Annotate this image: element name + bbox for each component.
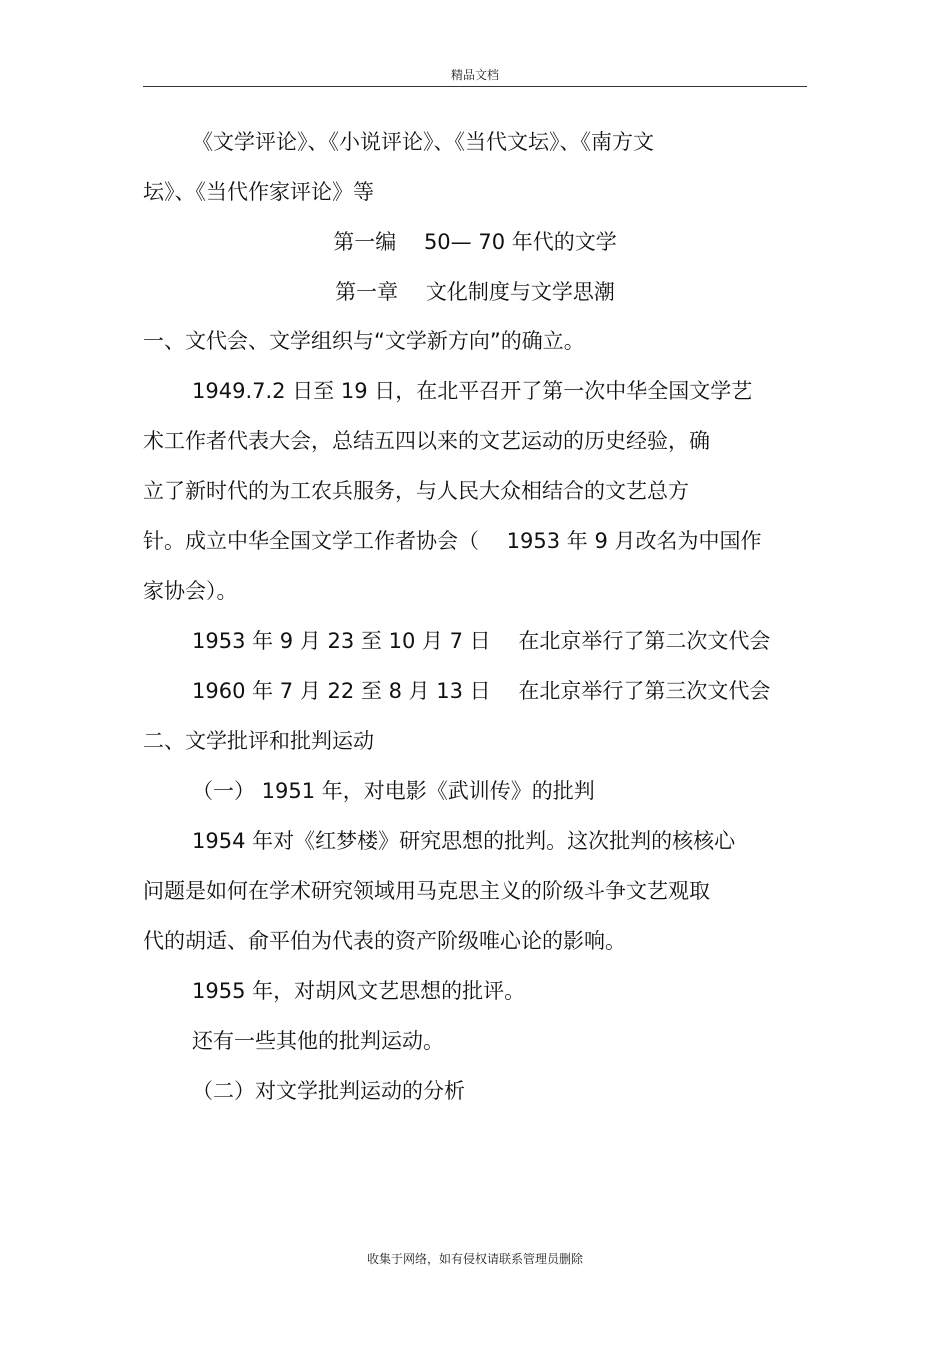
page-footer: 收集于网络，如有侵权请联系管理员删除: [366, 1252, 583, 1266]
text-line: 针。成立中华全国文学工作者协会（ 1953 年 9 月改名为中国作: [143, 529, 762, 553]
section-heading: 一、文代会、文学组织与“文学新方向”的确立。: [143, 329, 585, 353]
text-line: 问题是如何在学术研究领域用马克思主义的阶级斗争文艺观取: [143, 879, 710, 903]
page-header: 精品文档: [450, 68, 499, 82]
text-line: 家协会）。: [143, 579, 238, 603]
header-rule: [143, 86, 807, 87]
text-line: 1960 年 7 月 22 至 8 月 13 日 在北京举行了第三次文代会: [192, 679, 771, 703]
text-line: 坛》、《当代作家评论》等: [143, 180, 374, 204]
text-line: 1954 年对《红梦楼》研究思想的批判。这次批判的核核心: [192, 829, 736, 853]
section-heading: 二、文学批评和批判运动: [143, 729, 374, 753]
text-line: 立了新时代的为工农兵服务，与人民大众相结合的文艺总方: [143, 479, 689, 503]
part-title: 第一编 50— 70 年代的文学: [333, 230, 617, 254]
text-line: 1949.7.2 日至 19 日，在北平召开了第一次中华全国文学艺: [192, 379, 753, 403]
text-line: 代的胡适、俞平伯为代表的资产阶级唯心论的影响。: [143, 929, 626, 953]
text-line: 还有一些其他的批判运动。: [192, 1029, 444, 1053]
subsection-heading: （一） 1951 年，对电影《武训传》的批判: [192, 779, 595, 803]
chapter-title: 第一章 文化制度与文学思潮: [335, 280, 615, 304]
text-line: 1955 年，对胡风文艺思想的批评。: [192, 979, 526, 1003]
text-line: 术工作者代表大会，总结五四以来的文艺运动的历史经验，确: [143, 429, 710, 453]
text-line: 1953 年 9 月 23 至 10 月 7 日 在北京举行了第二次文代会: [192, 629, 771, 653]
subsection-heading: （二）对文学批判运动的分析: [192, 1079, 465, 1103]
text-line: 《文学评论》、《小说评论》、《当代文坛》、《南方文: [192, 130, 654, 154]
